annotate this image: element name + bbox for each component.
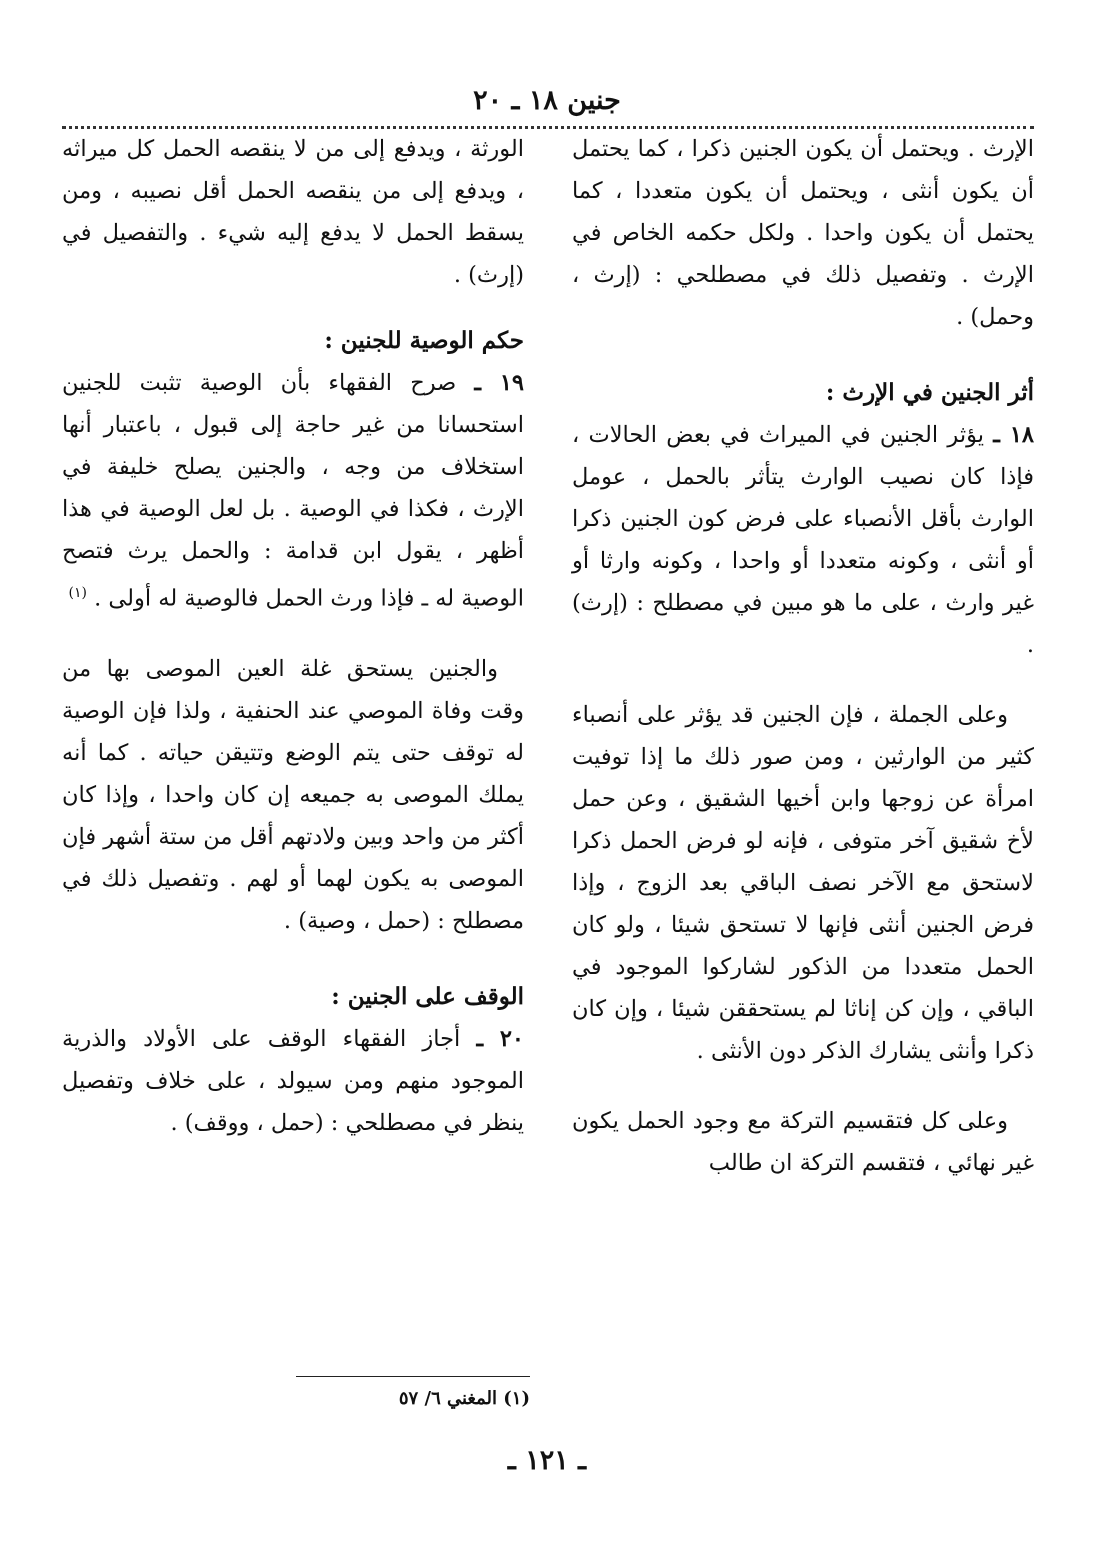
- paragraph-division: وعلى كل فتقسيم التركة مع وجود الحمل يكون غير نهائي ، فتقسم التركة ان طالب: [572, 1108, 1034, 1176]
- heading-inheritance: أثر الجنين في الإرث :: [825, 379, 1034, 406]
- paragraph-number-20: ٢٠ ـ: [476, 1025, 524, 1052]
- paragraph-general: وعلى الجملة ، فإن الجنين قد يؤثر على أنصباء كثير من الوارثين ، ومن صور ذلك ما إذا توفيت امرأة عن زوجها وابن أخيها الشقيق ، وعن حمل لأخ شقيق آخر متوفى ، فإنه لو فرض الحمل ذكرا لاستحق مع الآخر نصف الباقي بعد الزوج ، وإذا فرض الجنين أنثى فإنها لا تستحق شيئا ، ولو كان الحمل متعددا من الذكور لشاركوا الموجود في الباقي ، وإن كن إناثا لم يستحققن شيئا ، وإن كان ذكرا وأنثى يشارك الذكر دون الأنثى .: [572, 702, 1034, 1064]
- page-number: ـ ١٢١ ـ: [507, 1445, 587, 1476]
- footnote-rule: [296, 1376, 530, 1377]
- heading-waqf: الوقف على الجنين :: [331, 982, 524, 1010]
- paragraph-number-19: ١٩ ـ: [474, 370, 524, 396]
- paragraph-yield: والجنين يستحق غلة العين الموصى بها من وقت وفاة الموصي عند الحنفية ، ولذا فإن الوصية له توقف حتى يتم الوضع وتتيقن حياته . كما أنه يملك الموصى به جميعه إن كان واحدا ، وإذا كان أكثر من واحد وبين ولادتهم أقل من ستة أشهر فإن الموصى به يكون لهما أو لهم . وتفصيل ذلك في مصطلح : (حمل ، وصية) .: [62, 655, 524, 934]
- paragraph-19: [62, 362, 524, 620]
- paragraph-18-text: يؤثر الجنين في الميراث في بعض الحالات ، فإذا كان نصيب الوارث يتأثر بالحمل ، عومل الوارث بأقل الأنصباء على فرض كون الجنين ذكرا أو أنثى ، وكونه متعددا أو واحدا ، وكونه وارثا أو غير وارث ، على ما هو مبين في مصطلح : (إرث) .: [572, 422, 1034, 658]
- paragraph-heirs-continued: الورثة ، ويدفع إلى من لا ينقصه الحمل كل ميراثه ، ويدفع إلى من ينقصه الحمل أقل نصيبه ، ومن يسقط الحمل لا يدفع إليه شيء . والتفصيل في (إرث) .: [62, 136, 524, 288]
- paragraph-20-text: أجاز الفقهاء الوقف على الأولاد والذرية الموجود منهم ومن سيولد ، على خلاف وتفصيل ينظر في مصطلحي : (حمل ، ووقف) .: [62, 1025, 524, 1136]
- right-column: [572, 128, 1034, 1184]
- paragraph-18: [572, 414, 1034, 666]
- footnote: (١) المغني ٦/ ٥٧: [398, 1388, 530, 1409]
- paragraph-number-18: ١٨ ـ: [993, 422, 1034, 448]
- left-column: [62, 128, 524, 1144]
- running-title: جنين ١٨ ـ ٢٠: [473, 85, 621, 116]
- footnote-reference: (١): [68, 585, 87, 601]
- heading-will: حكم الوصية للجنين :: [324, 327, 524, 354]
- paragraph-inheritance-intro: الإرث . ويحتمل أن يكون الجنين ذكرا ، كما يحتمل أن يكون أنثى ، ويحتمل أن يكون متعددا ، كما يحتمل أن يكون واحدا . ولكل حكمه الخاص في الإرث . وتفصيل ذلك في مصطلحي : (إرث ، وحمل) .: [572, 136, 1034, 330]
- paragraph-20: [62, 1018, 524, 1144]
- paragraph-19-text: صرح الفقهاء بأن الوصية تثبت للجنين استحسانا من غير حاجة إلى قبول ، باعتبار أنها استخلاف من وجه ، والجنين يصلح خليفة في الإرث ، فكذا في الوصية . بل لعل الوصية في هذا أظهر ، يقول ابن قدامة : والحمل يرث فتصح الوصية له ـ فإذا ورث الحمل فالوصية له أولى .: [62, 370, 524, 612]
